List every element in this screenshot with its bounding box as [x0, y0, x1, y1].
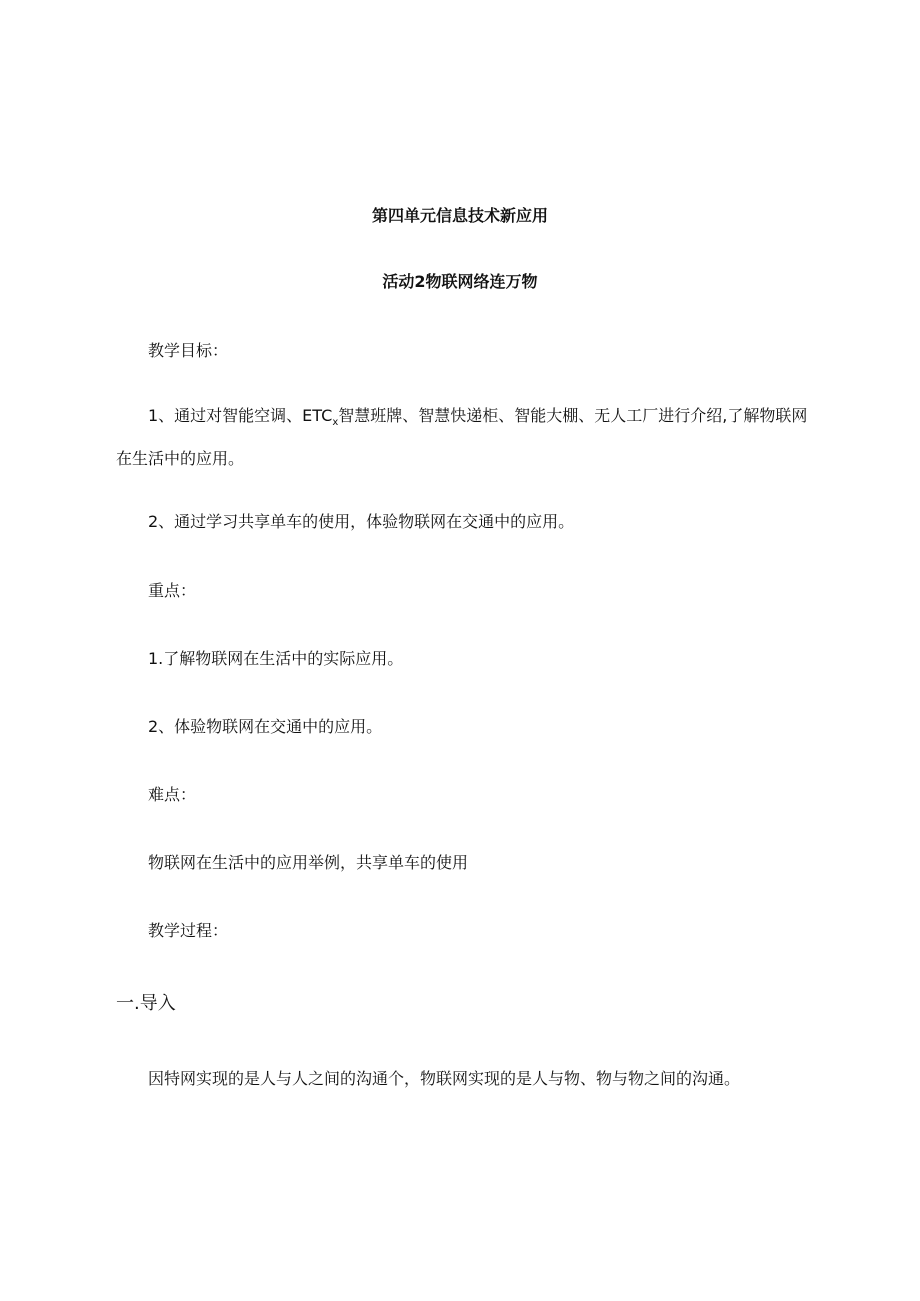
key-point-2: 2、体验物联网在交通中的应用。 [148, 717, 383, 736]
difficulties-label: 难点： [148, 785, 197, 804]
objective-1 [116, 398, 816, 477]
section-1-heading: 一.导入 [116, 993, 176, 1014]
key-points-label: 重点： [148, 581, 197, 600]
key-point-1: 1.了解物联网在生活中的实际应用。 [148, 649, 404, 668]
objectives-label: 教学目标： [148, 341, 229, 360]
section-1-text: 因特网实现的是人与人之间的沟通个，物联网实现的是人与物、物与物之间的沟通。 [148, 1069, 741, 1088]
process-label: 教学过程： [148, 921, 229, 940]
objective-1-subscript: x [332, 417, 339, 429]
document-title: 第四单元信息技术新应用 [371, 206, 548, 225]
objective-1-text-b: 智慧班牌、智慧快递柜、智能大棚、无人工厂进行介绍,了解物联网在生活中的应用。 [116, 406, 808, 469]
objective-1-text-a: 1、通过对智能空调、ETC [148, 406, 333, 425]
objective-2: 2、通过学习共享单车的使用，体验物联网在交通中的应用。 [148, 512, 575, 531]
difficulty-text: 物联网在生活中的应用举例，共享单车的使用 [148, 853, 469, 872]
document-subtitle: 活动2物联网络连万物 [382, 272, 538, 291]
